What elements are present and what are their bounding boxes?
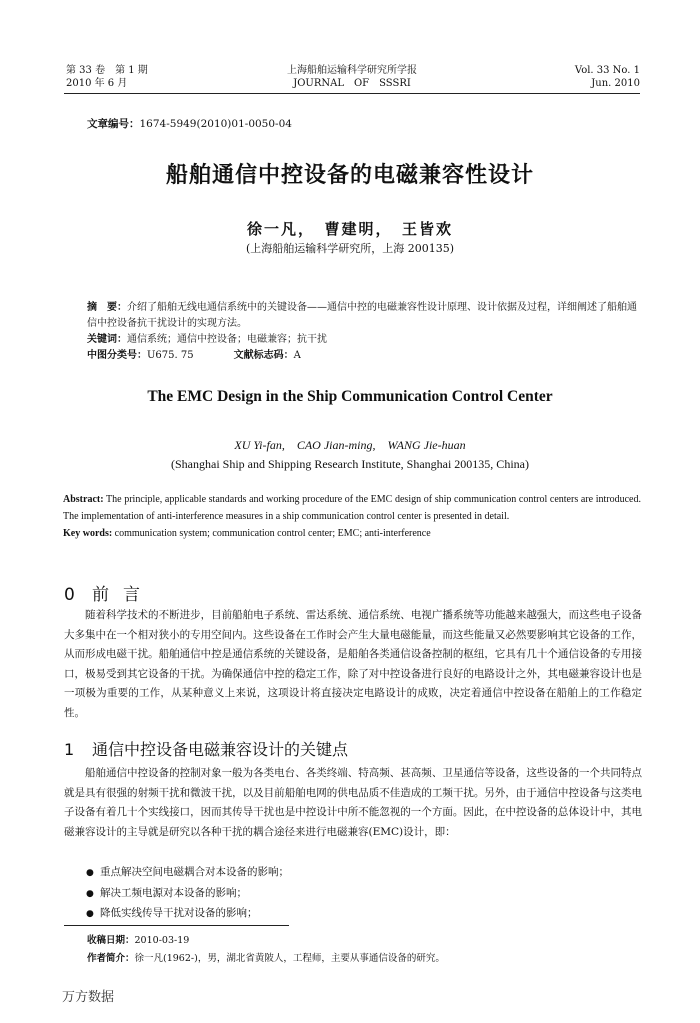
journal-name-cn: 上海船舶运输科学研究所学报 <box>287 65 417 76</box>
bullet-dot-icon: ● <box>86 888 94 899</box>
abstract-cn <box>87 300 642 364</box>
keywords-en: communication system; communication control center; EMC; anti-interference <box>112 528 431 539</box>
bullet-item <box>86 904 289 925</box>
doc-code-label: 文献标志码： <box>233 350 294 361</box>
header-vol-no: Vol. 33 No. 1 <box>574 65 640 76</box>
section-1-bullet-list <box>86 863 289 925</box>
header-date-cn: 2010 年 6 月 <box>66 78 128 89</box>
authors-en: XU Yi-fan, CAO Jian-ming, WANG Jie-huan <box>234 438 466 452</box>
section-0-heading <box>64 580 154 605</box>
article-number-value: 1674-5949(2010)01-0050-04 <box>139 118 292 130</box>
abstract-cn-label: 摘 要： <box>87 302 127 313</box>
clc-label: 中图分类号： <box>87 350 147 361</box>
section-0-paragraph: 随着科学技术的不断进步，目前船舶电子系统、雷达系统、通信系统、电视广播系统等功能越来越强大，而这些电子设备大多集中在一个相对狭小的专用空间内。这些设备在工作时会产生大量电磁能量，而这些能量又必然要影响其它设备的工作，从而形成电磁干扰。船舶通信中控是通信系统的关键设备，是船舶各类通信设备控制的枢纽，它具有几十个通信设备的专用接口，极易受到其它设备的干扰。为确保通信中控的稳定工作，除了对中控设备进行良好的电路设计之外，其电磁兼容设计也是一项极为重要的工作，从某种意义上来说，这项设计将直接决定电路设计的成败，决定着通信中控设备在船舶上的工作稳定性。 <box>64 609 642 719</box>
doc-code-value: A <box>293 350 301 361</box>
received-date: 2010-03-19 <box>134 935 190 946</box>
section-0-number: 0 <box>64 585 75 605</box>
header-date-en: Jun. 2010 <box>591 78 640 89</box>
header-volume-en <box>575 64 640 90</box>
section-1-heading <box>64 737 348 760</box>
journal-name-en: JOURNAL OF SSSRI <box>293 78 411 89</box>
abstract-en-text: The principle, applicable standards and working procedure of the EMC design of ship communication control centers are introduced. The implementation of anti-interference measures in a ship communication control center is presented in detail. <box>63 494 641 522</box>
header-journal-name <box>64 64 640 90</box>
author-bio-label: 作者简介： <box>87 953 135 964</box>
section-1-body <box>64 764 642 842</box>
bullet-dot-icon: ● <box>86 909 94 919</box>
keywords-cn: 通信系统；通信中控设备；电磁兼容；抗干扰 <box>127 334 327 345</box>
section-0-body <box>64 606 642 723</box>
bullet-item <box>86 863 289 884</box>
section-1-title: 通信中控设备电磁兼容设计的关键点 <box>92 740 349 759</box>
keywords-en-label: Key words: <box>63 528 113 539</box>
section-0-title: 前言 <box>92 585 154 605</box>
affiliation-cn: (上海船舶运输科学研究所，上海 200135) <box>245 242 455 255</box>
article-number <box>87 116 292 131</box>
bullet-dot-icon: ● <box>86 868 94 878</box>
bullet-item <box>86 884 289 905</box>
running-header <box>64 64 640 94</box>
authors-cn: 徐一凡， 曹建明， 王皆欢 <box>246 220 453 238</box>
abstract-en <box>63 491 641 542</box>
section-1-paragraph: 船舶通信中控设备的控制对象一般为各类电台、各类终端、特高频、甚高频、卫星通信等设备，这些设备的一个共同特点就是具有很强的射频干扰和微波干扰，以及目前船舶电网的供电品质不佳造成的工频干扰。另外，由于通信中控设备与这类电子设备有着几十个实线接口，因而其传导干扰也是中控设计中所不能忽视的一个方面。因此，在中控设备的总体设计中，其电磁兼容设计的主导就是研究以各种干扰的耦合途径来进行电磁兼容(EMC)设计，即： <box>64 767 642 838</box>
clc-value: U675. 75 <box>147 350 194 361</box>
footnote-divider <box>64 925 289 926</box>
header-divider <box>64 93 640 94</box>
keywords-cn-label: 关键词： <box>87 334 127 345</box>
bullet-text: 解决工频电源对本设备的影响； <box>100 886 247 899</box>
footnote <box>87 932 445 968</box>
section-1-number: 1 <box>64 740 75 759</box>
header-volume: 第 33 卷 第 1 期 <box>66 65 148 76</box>
title-cn: 船舶通信中控设备的电磁兼容性设计 <box>165 163 534 188</box>
title-en: The EMC Design in the Ship Communication Control Center <box>147 388 553 405</box>
affiliation-en: (Shanghai Ship and Shipping Research Institute, Shanghai 200135, China) <box>171 457 529 471</box>
author-bio: 徐一凡(1962-)，男，湖北省黄陂人，工程师，主要从事通信设备的研究。 <box>134 953 445 964</box>
abstract-cn-text: 介绍了船舶无线电通信系统中的关键设备——通信中控的电磁兼容性设计原理、设计依据及过程，详细阐述了船舶通信中控设备抗干扰设计的实现方法。 <box>87 302 637 329</box>
watermark: 万方数据 <box>62 990 115 1005</box>
abstract-en-label: Abstract: <box>63 494 104 505</box>
bullet-text: 降低实线传导干扰对设备的影响； <box>100 907 258 919</box>
received-label: 收稿日期： <box>87 935 135 946</box>
bullet-text: 重点解决空间电磁耦合对本设备的影响； <box>100 866 289 878</box>
article-number-label: 文章编号： <box>87 118 140 130</box>
